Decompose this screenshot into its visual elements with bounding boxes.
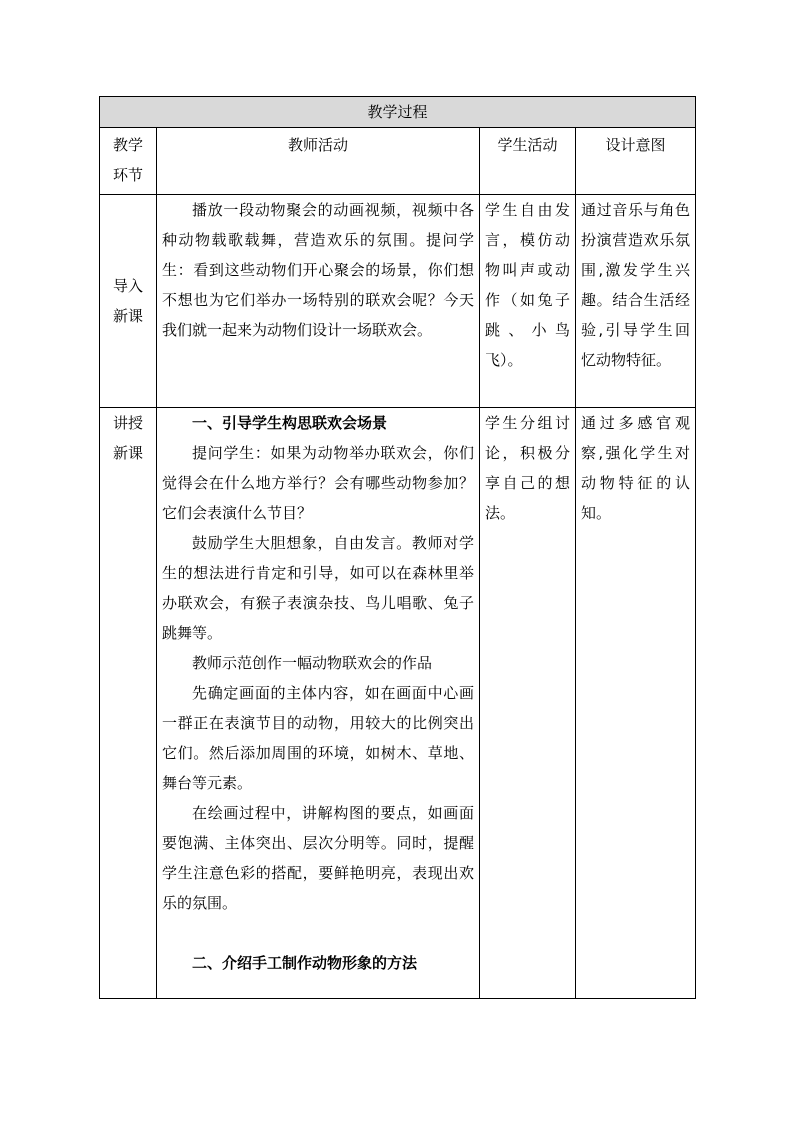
row-stage-intro — [100, 195, 157, 408]
header-intent: 设计意图 — [576, 128, 696, 195]
row-teacher-intro — [157, 195, 480, 408]
row-intent-intro: 通过音乐与角色扮演营造欢乐氛围,激发学生兴趣。结合生活经验,引导学生回忆动物特征。 — [576, 195, 696, 408]
teacher-heading-2: 二、介绍手工制作动物形象的方法 — [192, 954, 418, 972]
teaching-process-table — [99, 96, 696, 999]
row-student-intro: 学生自由发言，模仿动物叫声或动作（如兔子跳、小鸟飞）。 — [480, 195, 576, 408]
header-stage-line2: 环节 — [112, 166, 143, 184]
stage-line1: 讲授 — [112, 414, 143, 432]
stage-line1: 导入 — [112, 277, 143, 295]
table-row — [100, 408, 696, 999]
row-student-teach: 学生分组讨论，积极分享自己的想法。 — [480, 408, 576, 999]
table-row — [100, 195, 696, 408]
teacher-paragraph-2: 鼓励学生大胆想象，自由发言。教师对学生的想法进行肯定和引导，如可以在森林里举办联欢会，有猴子表演杂技、鸟儿唱歌、兔子跳舞等。 — [162, 534, 474, 642]
table-title-row — [100, 97, 696, 128]
spacer — [162, 918, 474, 948]
header-teacher: 教师活动 — [157, 128, 480, 195]
header-stage-line1: 教学 — [112, 136, 143, 154]
teacher-paragraph-4: 先确定画面的主体内容，如在画面中心画一群正在表演节目的动物，用较大的比例突出它们。然后添加周围的环境，如树木、草地、舞台等元素。 — [162, 684, 474, 792]
stage-line2: 新课 — [112, 444, 143, 462]
teacher-paragraph-3: 教师示范创作一幅动物联欢会的作品 — [192, 654, 433, 672]
teacher-paragraph-5: 在绘画过程中，讲解构图的要点，如画面要饱满、主体突出、层次分明等。同时，提醒学生注意色彩的搭配，要鲜艳明亮，表现出欢乐的氛围。 — [162, 804, 474, 912]
stage-line2: 新课 — [112, 307, 143, 325]
header-stage — [100, 128, 157, 195]
teacher-paragraph-1: 提问学生：如果为动物举办联欢会，你们觉得会在什么地方举行？会有哪些动物参加？它们会表演什么节目？ — [162, 444, 474, 522]
header-student: 学生活动 — [480, 128, 576, 195]
row-teacher-teach — [157, 408, 480, 999]
row-stage-teach — [100, 408, 157, 999]
table-title: 教学过程 — [100, 97, 696, 128]
row-intent-teach: 通过多感官观察,强化学生对动物特征的认知。 — [576, 408, 696, 999]
teacher-paragraph: 播放一段动物聚会的动画视频，视频中各种动物载歌载舞，营造欢乐的氛围。提问学生：看到这些动物们开心聚会的场景，你们想不想也为它们举办一场特别的联欢会呢？今天我们就一起来为动物们设计一场联欢会。 — [162, 201, 474, 339]
teacher-heading-1: 一、引导学生构思联欢会场景 — [192, 414, 388, 432]
table-header-row — [100, 128, 696, 195]
